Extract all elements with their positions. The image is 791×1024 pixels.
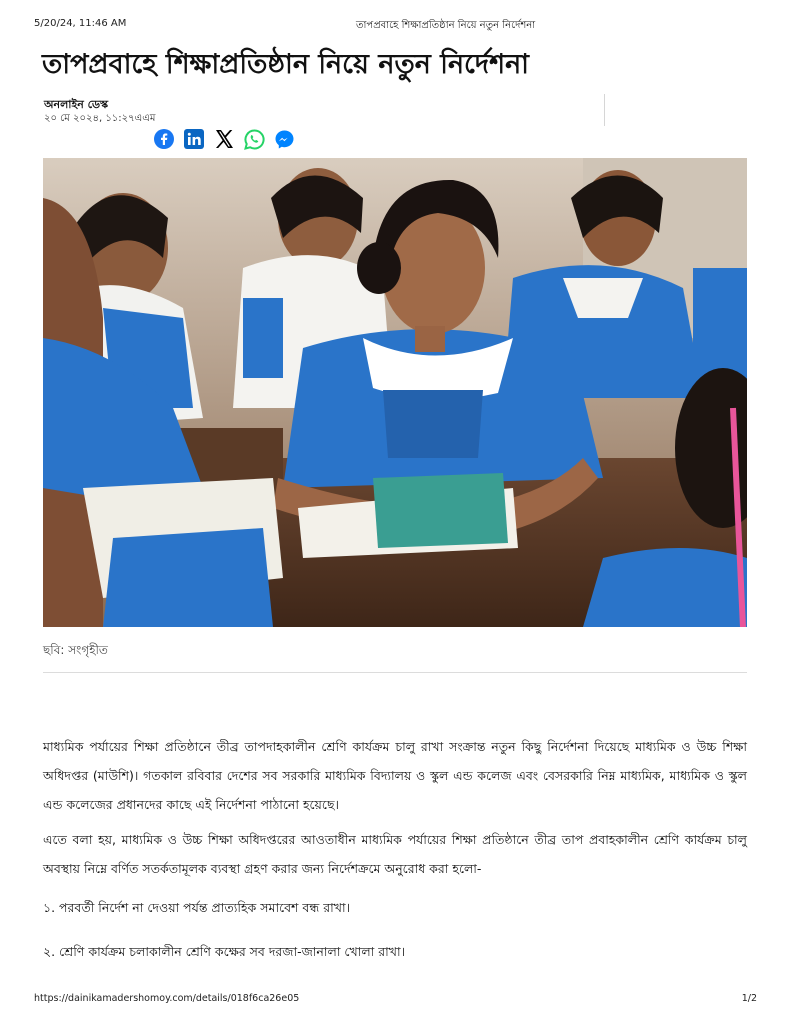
photo-caption: ছবি: সংগৃহীত (43, 643, 108, 657)
x-share-button[interactable] (212, 127, 236, 151)
print-header-title: তাপপ্রবাহে শিক্ষাপ্রতিষ্ঠান নিয়ে নতুন নির্দেশনা (356, 20, 536, 31)
publish-timestamp: ২০ মে ২০২৪, ১১:২৭এএম (44, 113, 156, 124)
list-item: ১. পরবর্তী নির্দেশ না দেওয়া পর্যন্ত প্রাত্যহিক সমাবেশ বন্ধ রাখা। (43, 900, 351, 915)
linkedin-share-button[interactable] (182, 127, 206, 151)
facebook-share-button[interactable] (152, 127, 176, 151)
print-footer-url: https://dainikamadershomoy.com/details/018f6ca26e05 (34, 993, 300, 1004)
print-header-datetime: 5/20/24, 11:46 AM (34, 18, 127, 29)
byline: অনলাইন ডেস্ক (44, 98, 109, 111)
article-headline: তাপপ্রবাহে শিক্ষাপ্রতিষ্ঠান নিয়ে নতুন নির্দেশনা (42, 49, 530, 80)
article-photo (43, 158, 747, 627)
article-paragraph-2: এতে বলা হয়, মাধ্যমিক ও উচ্চ শিক্ষা অধিদপ্তরের আওতাধীন মাধ্যমিক পর্যায়ের শিক্ষা প্রতিষ্ঠানে তীব্র তাপ প্রবাহকালীন শ্রেণি কার্যক্রম চালু অবস্থায় নিম্নে বর্ণিত সতর্কতামূলক ব্যবস্থা গ্রহণ করার জন্য নির্দেশক্রমে অনুরোধ করা হলো- (43, 832, 747, 876)
header-divider (604, 94, 605, 126)
facebook-icon (154, 129, 174, 149)
whatsapp-icon (244, 129, 265, 150)
share-bar (152, 127, 296, 151)
linkedin-icon (184, 129, 204, 149)
list-item: ২. শ্রেণি কার্যক্রম চলাকালীন শ্রেণি কক্ষের সব দরজা-জানালা খোলা রাখা। (43, 944, 406, 959)
caption-divider (43, 672, 747, 673)
messenger-icon (274, 129, 295, 150)
print-footer-page: 1/2 (741, 993, 757, 1004)
messenger-share-button[interactable] (272, 127, 296, 151)
article-paragraph-1: মাধ্যমিক পর্যায়ের শিক্ষা প্রতিষ্ঠানে তীব্র তাপদাহকালীন শ্রেণি কার্যক্রম চালু রাখা সংক্রান্ত নতুন কিছু নির্দেশনা দিয়েছে মাধ্যমিক ও উচ্চ শিক্ষা অধিদপ্তর (মাউশি)। গতকাল রবিবার দেশের সব সরকারি মাধ্যমিক বিদ্যালয় ও স্কুল এন্ড কলেজ এবং বেসরকারি নিম্ন মাধ্যমিক, মাধ্যমিক ও স্কুল এন্ড কলেজের প্রধানদের কাছে এই নির্দেশনা পাঠানো হয়েছে। (43, 739, 747, 812)
classroom-photo (43, 158, 747, 627)
x-icon (213, 128, 235, 150)
whatsapp-share-button[interactable] (242, 127, 266, 151)
